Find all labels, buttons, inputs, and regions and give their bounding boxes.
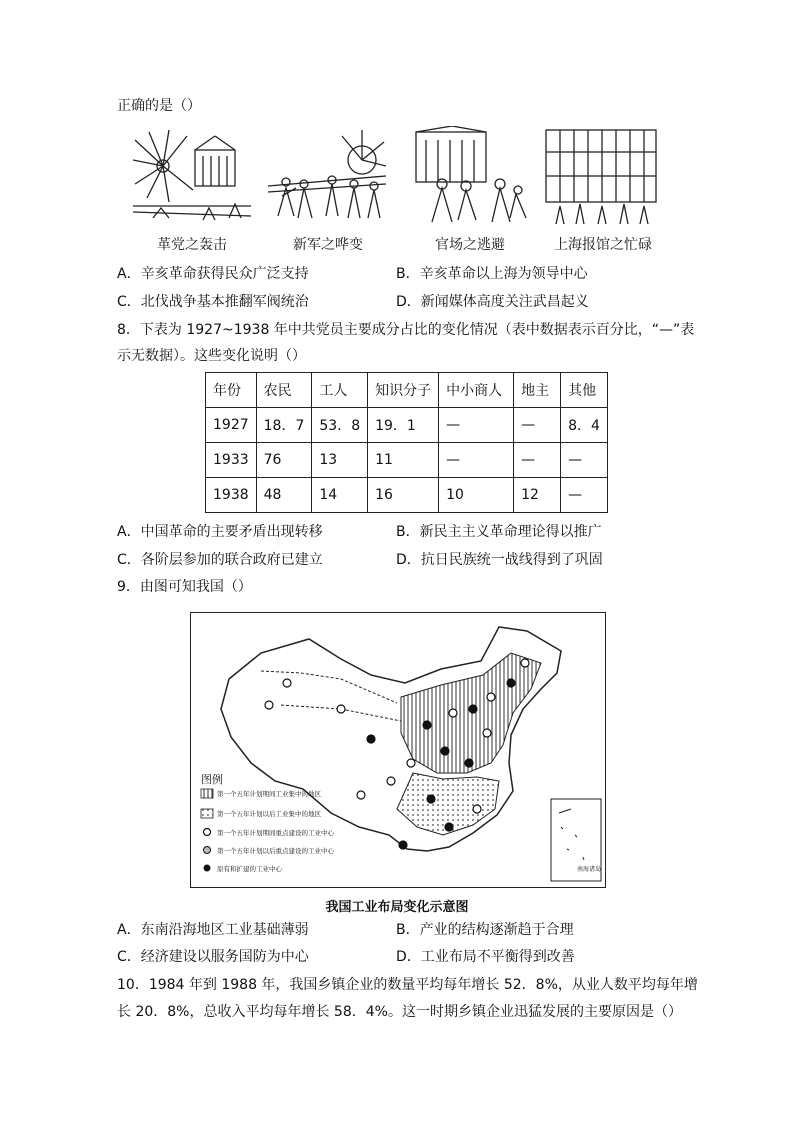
table-cell: —	[439, 408, 514, 443]
table-cell: 14	[312, 478, 368, 513]
table-cell: 10	[439, 478, 514, 513]
table-cell: —	[561, 443, 608, 478]
header-cell: 知识分子	[368, 373, 439, 408]
table-row	[206, 478, 608, 513]
table-cell: 11	[368, 443, 439, 478]
inset-label: 南海诸岛	[577, 866, 602, 873]
header-cell: 中小商人	[439, 373, 514, 408]
table-row	[206, 443, 608, 478]
q7-option-a: A．辛亥革命获得民众广泛支持	[117, 266, 309, 282]
q8-option-c: C．各阶层参加的联合政府已建立	[117, 552, 323, 568]
q10-stem-line1: 10．1984 年到 1988 年，我国乡镇企业的数量平均每年增长 52．8%，从业人数平均每年增	[117, 977, 698, 993]
table-cell: 48	[256, 478, 312, 513]
legend-item-5: 原有和扩建的工业中心	[217, 865, 282, 873]
q8-option-b: B．新民主主义革命理论得以推广	[396, 524, 602, 540]
header-cell: 农民	[256, 373, 312, 408]
caption-1: 革党之轰击	[157, 237, 227, 253]
industrial-layout-map	[190, 612, 606, 888]
legend-title: 图例	[201, 773, 223, 786]
table-cell: 1938	[206, 478, 257, 513]
table-cell: 19．1	[368, 408, 439, 443]
q10-stem-line2: 长 20．8%，总收入平均每年增长 58．4%。这一时期乡镇企业迅猛发展的主要原因是（）	[117, 1004, 682, 1020]
table-cell: —	[561, 478, 608, 513]
table-cell: 16	[368, 478, 439, 513]
q8-stem-line2: 示无数据）。这些变化说明（）	[117, 348, 306, 364]
table-cell: 76	[256, 443, 312, 478]
china-map-drawing	[191, 613, 605, 887]
q7-stem-end: 正确的是（）	[117, 98, 201, 114]
caption-2: 新军之哗变	[293, 237, 363, 253]
header-cell: 年份	[206, 373, 257, 408]
caption-4: 上海报馆之忙碌	[554, 237, 652, 253]
table-cell: 1933	[206, 443, 257, 478]
table-cell: —	[514, 408, 561, 443]
table-cell: 8．4	[561, 408, 608, 443]
party-composition-table	[205, 372, 608, 513]
map-caption: 我国工业布局变化示意图	[325, 900, 469, 915]
q9-option-a: A．东南沿海地区工业基础薄弱	[117, 922, 309, 938]
table-cell: 53．8	[312, 408, 368, 443]
header-cell: 工人	[312, 373, 368, 408]
illustration-revolutionary-bombardment	[133, 126, 251, 226]
table-cell: —	[439, 443, 514, 478]
table-cell: 18．7	[256, 408, 312, 443]
header-cell: 其他	[561, 373, 608, 408]
q8-option-a: A．中国革命的主要矛盾出现转移	[117, 524, 323, 540]
q7-option-b: B．辛亥革命以上海为领导中心	[396, 266, 588, 282]
illustration-officials-fleeing	[412, 126, 530, 226]
header-cell: 地主	[514, 373, 561, 408]
table-cell: 1927	[206, 408, 257, 443]
illustration-shanghai-newspaper	[542, 126, 660, 226]
caption-3: 官场之逃避	[435, 237, 505, 253]
q9-stem: 9．由图可知我国（）	[117, 579, 252, 595]
q8-option-d: D．抗日民族统一战线得到了巩固	[396, 552, 603, 568]
table-header-row	[206, 373, 608, 408]
table-cell: —	[514, 443, 561, 478]
table-row	[206, 408, 608, 443]
q9-option-c: C．经济建设以服务国防为中心	[117, 949, 309, 965]
legend-item-2: 第一个五年计划以后工业集中的地区	[217, 810, 321, 818]
table-cell: 12	[514, 478, 561, 513]
table-cell: 13	[312, 443, 368, 478]
q7-option-d: D．新闻媒体高度关注武昌起义	[396, 294, 589, 310]
q9-option-b: B．产业的结构逐渐趋于合理	[396, 922, 574, 938]
legend-item-1: 第一个五年计划期间工业集中的地区	[217, 790, 321, 798]
q9-option-d: D．工业布局不平衡得到改善	[396, 949, 575, 965]
legend-item-3: 第一个五年计划期间重点建设的工业中心	[217, 829, 334, 837]
q8-stem-line1: 8．下表为 1927~1938 年中共党员主要成分占比的变化情况（表中数据表示百分比，“—”表	[117, 322, 695, 338]
q7-option-c: C．北伐战争基本推翻军阀统治	[117, 294, 309, 310]
legend-item-4: 第一个五年计划以后重点建设的工业中心	[217, 847, 334, 855]
illustration-new-army-mutiny	[268, 126, 386, 226]
